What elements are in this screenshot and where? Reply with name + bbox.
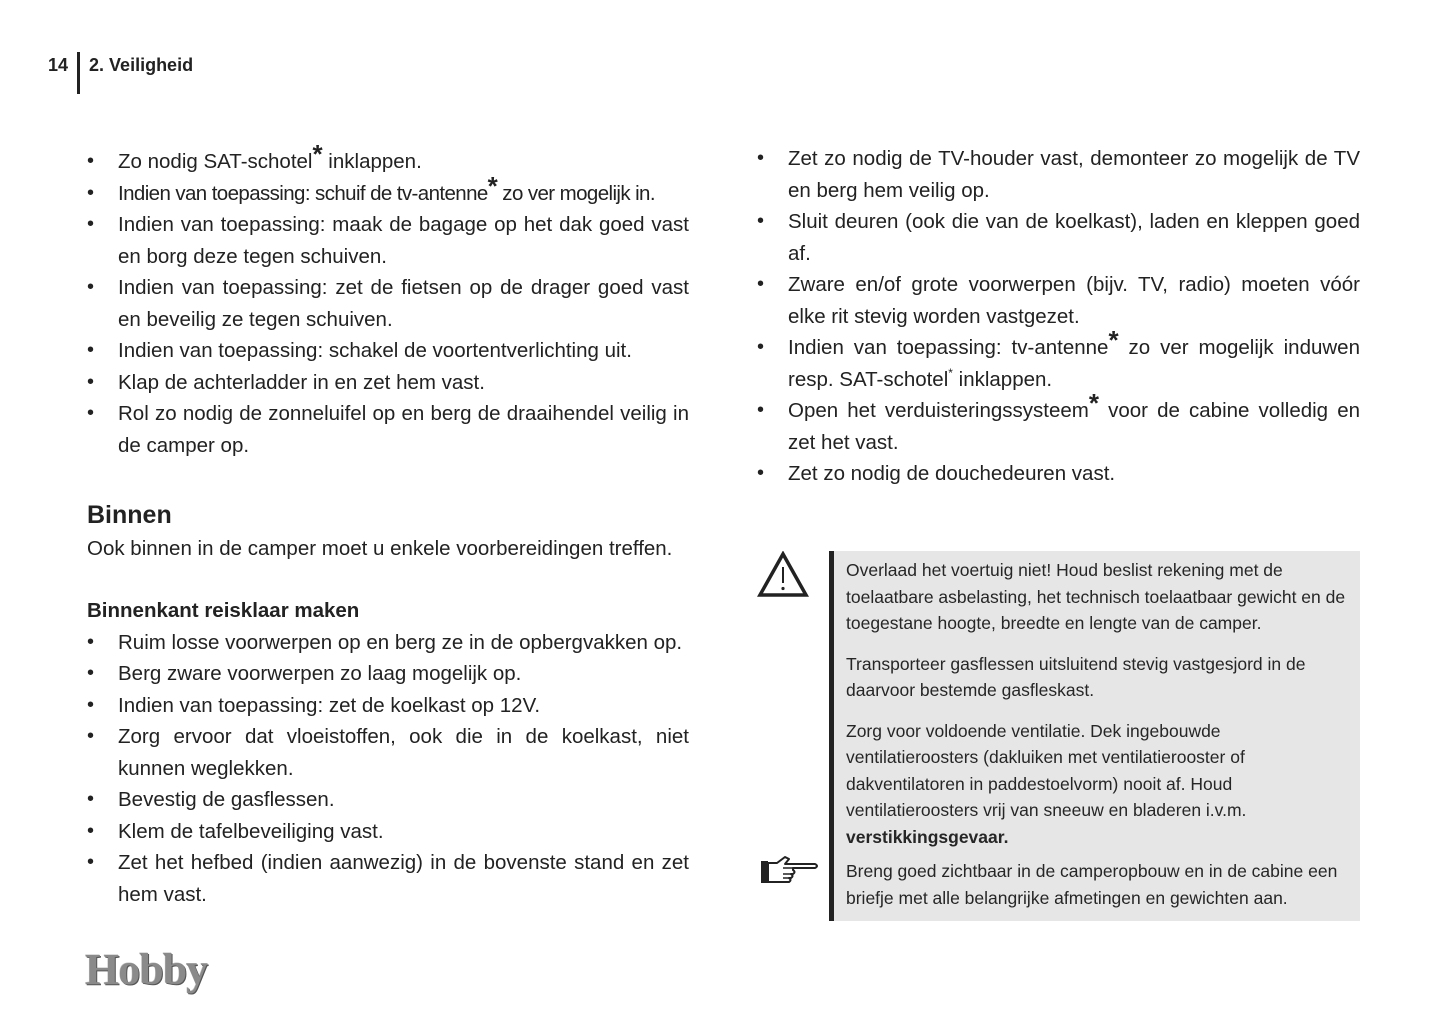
chapter-title: 2. Veiligheid — [89, 55, 194, 75]
item-text: inklappen. — [952, 367, 1053, 391]
warning-emphasis: verstikkingsgevaar. — [846, 826, 1009, 847]
item-text: Zo nodig SAT-schotel — [118, 150, 313, 173]
item-text: zo ver mogelijk induwen resp. SAT-schotel — [788, 336, 1360, 391]
asterisk-mark: * — [312, 139, 323, 169]
asterisk-mark: * — [1108, 325, 1119, 355]
tip-text: Breng goed zichtbaar in de camperopbouw en in de cabine een briefje met alle belangrijke afmetingen en gewichten aan. — [846, 861, 1338, 908]
list-item: • Zet het hefbed (indien aanwezig) in de bovenste stand en zet hem vast. — [87, 847, 689, 910]
list-item — [87, 170, 689, 210]
asterisk-mark: * — [948, 365, 953, 380]
list-item: • Bevestig de gasflessen. — [87, 784, 689, 816]
page-number: 14 — [48, 55, 69, 75]
inside-checklist — [87, 627, 689, 911]
list-item: • Indien van toepassing: zet de fietsen op de drager goed vast en beveilig ze tegen schuiven. — [87, 272, 689, 335]
brand-logo: Hobby — [85, 945, 208, 994]
right-column — [757, 143, 1360, 490]
section-intro: Ook binnen in de camper moet u enkele voorbereidingen treffen. — [87, 537, 673, 560]
list-item: • Klem de tafelbeveiliging vast. — [87, 816, 689, 848]
item-text: voor de cabine volledig en zet het vast. — [788, 399, 1360, 454]
list-item — [757, 388, 1360, 458]
warning-triangle-icon — [757, 551, 809, 599]
list-item — [757, 325, 1360, 395]
list-item: • Zet zo nodig de douchedeuren vast. — [757, 458, 1360, 490]
warning-paragraph: Overlaad het voertuig niet! Houd beslist rekening met de toelaatbare asbelasting, het technisch toelaatbaar gewicht en de toegestane hoogte, breedte en lengte van de camper. — [846, 560, 1346, 633]
item-text: Open het verduisteringssysteem — [788, 399, 1089, 422]
warning-paragraph: Transporteer gasflessen uitsluitend stevig vastgesjord in de daarvoor bestemde gasfleskast. — [846, 653, 1306, 700]
header-divider — [77, 52, 80, 94]
item-text: zo ver mogelijk in. — [497, 181, 655, 205]
list-item: • Ruim losse voorwerpen op en berg ze in de opbergvakken op. — [87, 627, 689, 659]
list-item: • Indien van toepassing: maak de bagage op het dak goed vast en borg deze tegen schuiven. — [87, 209, 689, 272]
list-item: • Zet zo nodig de TV-houder vast, demonteer zo mogelijk de TV en berg hem veilig op. — [757, 143, 1360, 206]
list-item: • Klap de achterladder in en zet hem vast. — [87, 367, 689, 399]
item-text: Indien van toepassing: tv-antenne — [788, 336, 1109, 359]
tip-notice — [757, 853, 1360, 921]
asterisk-mark: * — [487, 170, 498, 201]
list-item: • Indien van toepassing: zet de koelkast op 12V. — [87, 690, 689, 722]
warning-text: Zorg voor voldoende ventilatie. Dek ingebouwde ventilatieroosters (dakluiken met ventilatierooster of dakventilatoren in paddestoelvorm) nooit af. Houd ventilatieroosters vrij van sneeuw en bladeren i.v.m. — [846, 720, 1247, 820]
page-header — [48, 52, 193, 96]
vehicle-checklist — [757, 143, 1360, 490]
item-text: Indien van toepassing: schuif de tv-antenne — [118, 181, 488, 205]
list-item: • Berg zware voorwerpen zo laag mogelijk op. — [87, 658, 689, 690]
list-item: • Sluit deuren (ook die van de koelkast), laden en kleppen goed af. — [757, 206, 1360, 269]
warning-notice — [757, 551, 1360, 858]
list-item: • Zorg ervoor dat vloeistoffen, ook die in de koelkast, niet kunnen weglekken. — [87, 721, 689, 784]
tip-box — [829, 853, 1360, 921]
list-item — [87, 139, 689, 178]
list-item: • Indien van toepassing: schakel de voortentverlichting uit. — [87, 335, 689, 367]
pointing-hand-icon — [757, 853, 821, 889]
list-item: • Zware en/of grote voorwerpen (bijv. TV, radio) moeten vóór elke rit stevig worden vastgezet. — [757, 269, 1360, 332]
outside-checklist — [87, 139, 689, 461]
list-item: • Rol zo nodig de zonneluifel op en berg de draaihendel veilig in de camper op. — [87, 398, 689, 461]
section-title: Binnen — [87, 501, 172, 529]
subsection-title: Binnenkant reisklaar maken — [87, 598, 360, 622]
warning-box — [829, 551, 1360, 858]
warning-paragraph — [846, 718, 1346, 851]
item-text: inklappen. — [322, 150, 422, 173]
left-column — [87, 139, 689, 910]
asterisk-mark: * — [1088, 388, 1099, 418]
